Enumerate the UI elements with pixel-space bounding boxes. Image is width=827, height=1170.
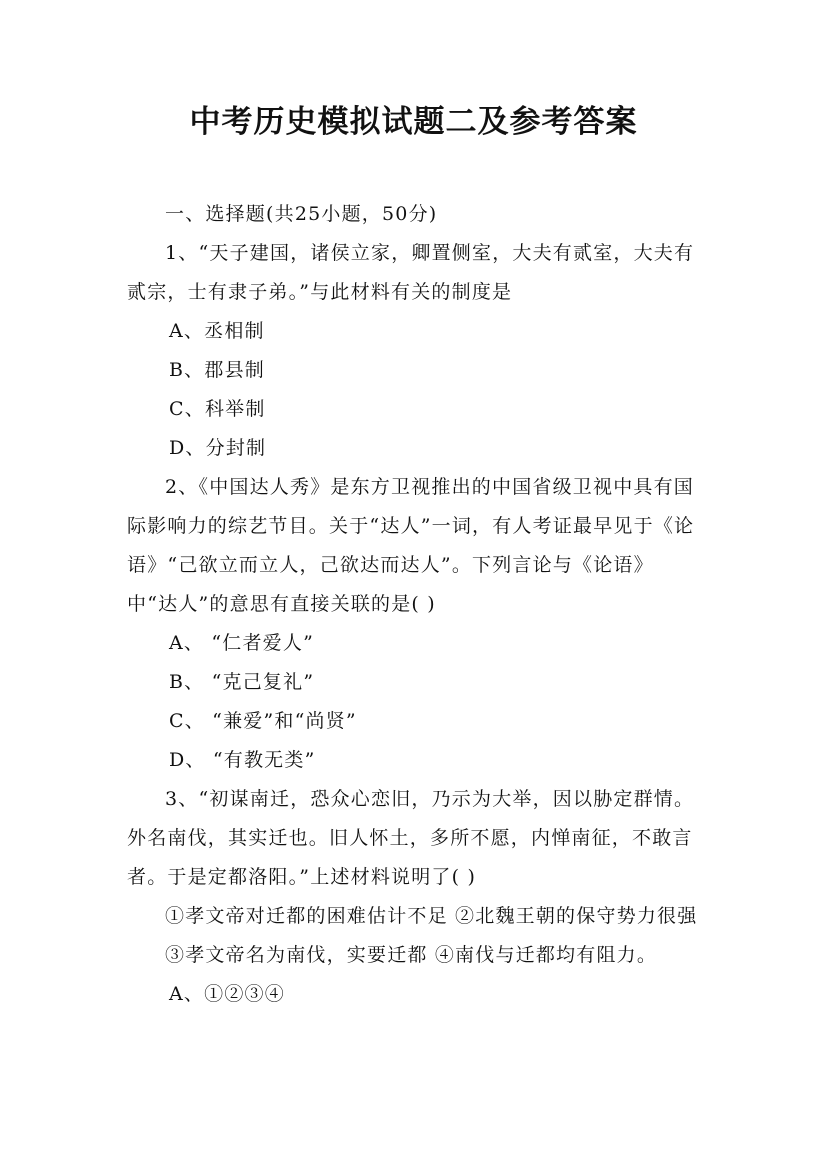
question-2-option-c: C、 “兼爱”和“尚贤” [169, 710, 357, 732]
question-1-option-d: D、分封制 [169, 437, 267, 459]
question-1-option-c: C、科举制 [169, 398, 266, 420]
question-3-stem: 3、“初谋南迁，恐众心恋旧，乃示为大举，因以胁定群情。外名南伐，其实迁也。旧人怀土，多所不愿，内惮南征，不敢言者。于是定都洛阳。”上述材料说明了( ) [127, 788, 695, 888]
question-1-stem: 1、“天子建国，诸侯立家，卿置侧室，大夫有贰室，大夫有贰宗，士有隶子弟。”与此材料有关的制度是 [127, 242, 695, 303]
question-3-option-a: A、①②③④ [169, 983, 285, 1005]
question-2-stem: 2、《中国达人秀》是东方卫视推出的中国省级卫视中具有国际影响力的综艺节目。关于“达人”一词，有人考证最早见于《论语》“己欲立而立人，己欲达而达人”。下列言论与《论语》中“达人”的意思有直接关联的是( ) [127, 476, 695, 615]
document-body [127, 195, 702, 1014]
question-2-option-b: B、 “克己复礼” [169, 671, 315, 693]
question-3-statement-2: ③孝文帝名为南伐，实要迁都 ④南伐与迁都均有阻力。 [165, 944, 658, 966]
section-heading: 一、选择题(共25小题，50分) [165, 203, 438, 225]
question-1-option-a: A、丞相制 [169, 320, 265, 342]
question-2-option-d: D、 “有教无类” [169, 749, 316, 771]
question-2-option-a: A、 “仁者爱人” [169, 632, 314, 654]
page-title: 中考历史模拟试题二及参考答案 [189, 104, 638, 140]
question-1-option-b: B、郡县制 [169, 359, 265, 381]
question-3-statement-1: ①孝文帝对迁都的困难估计不足 ②北魏王朝的保守势力很强 [165, 905, 698, 927]
